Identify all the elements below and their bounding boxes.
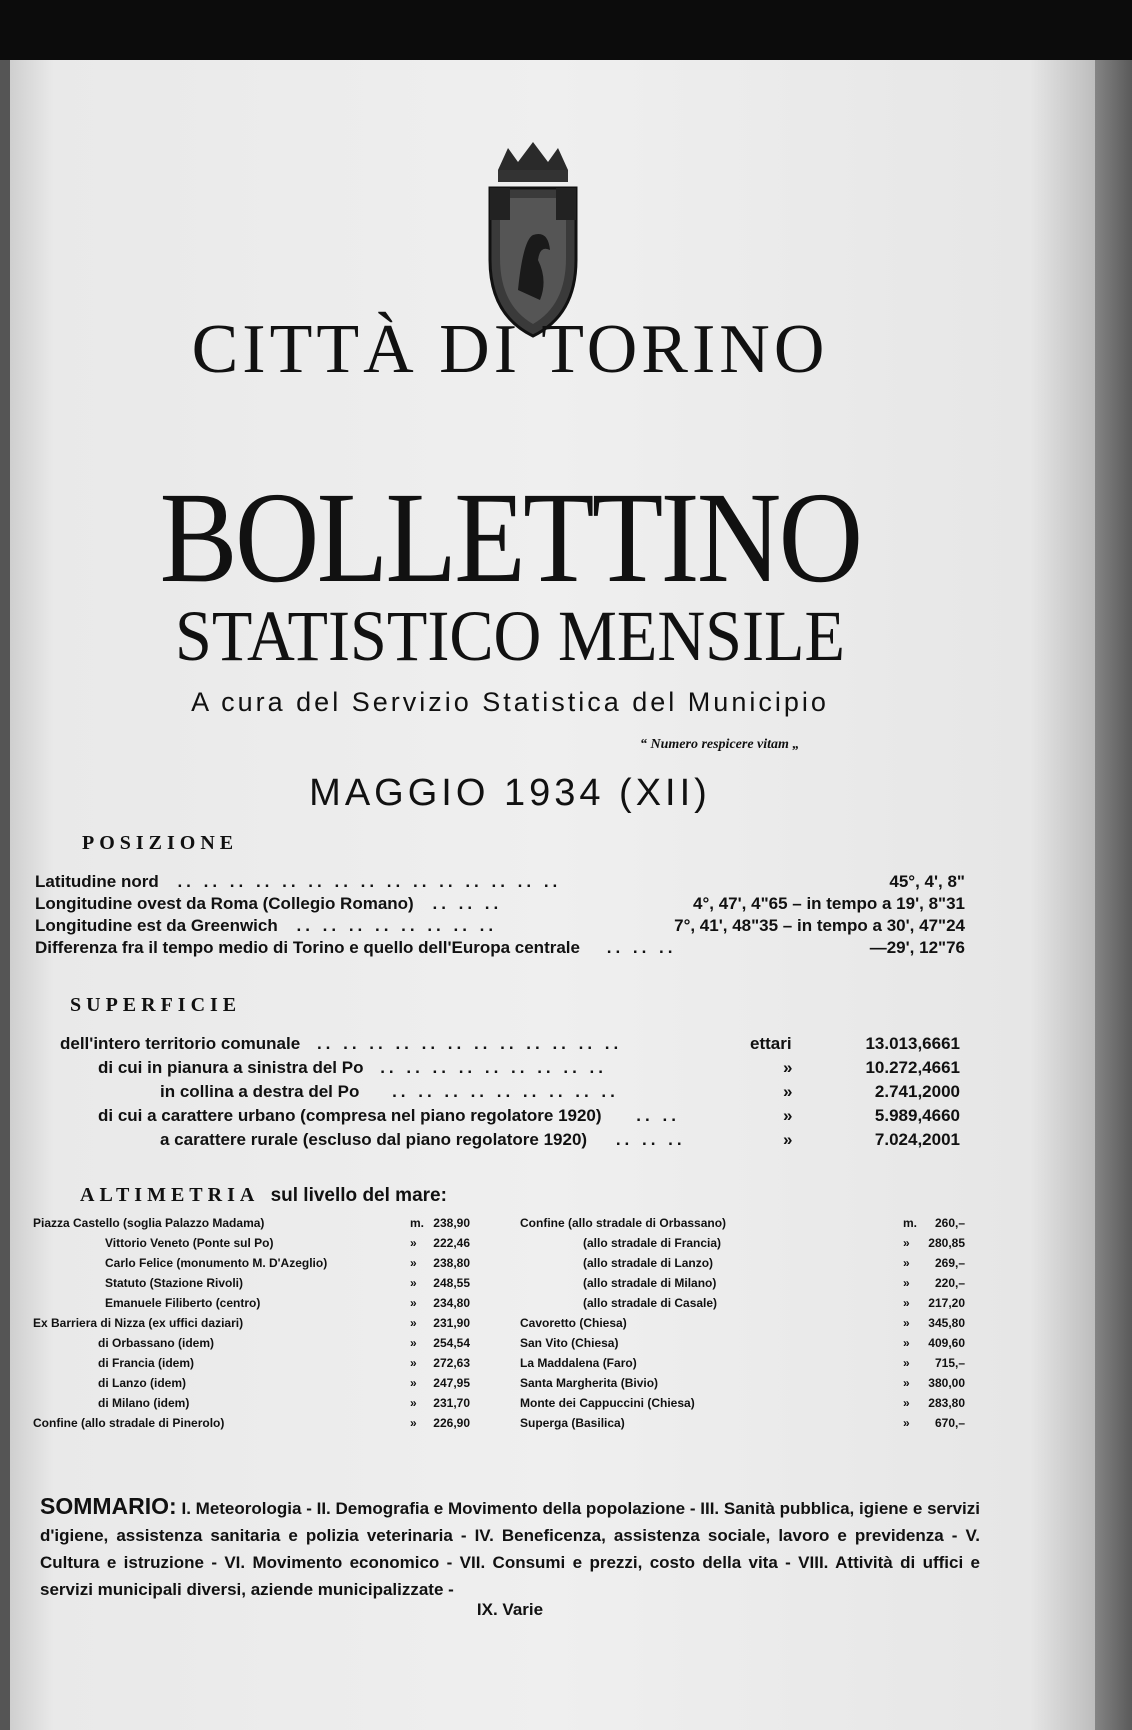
altimetria-unit: » [410, 1416, 417, 1430]
altimetria-unit: » [410, 1376, 417, 1390]
posizione-value: 4°, 47', 4"65 – in tempo a 19', 8"31 [693, 894, 965, 913]
posizione-row: Differenza fra il tempo medio di Torino e quello dell'Europa centrale .. .. .. [35, 938, 677, 957]
leader-dots: .. .. .. [615, 1130, 686, 1149]
altimetria-label: Confine (allo stradale di Orbassano) [520, 1216, 727, 1230]
superficie-unit: ettari [750, 1034, 792, 1053]
superficie-unit: » [783, 1106, 793, 1125]
altimetria-label: Monte dei Cappuccini (Chiesa) [520, 1396, 695, 1410]
sommario-paragraph [40, 1493, 980, 1603]
altimetria-unit: m. [903, 1216, 918, 1230]
sommario-heading: SOMMARIO: [40, 1493, 177, 1519]
superficie-row: in collina a destra del Po .. .. .. .. .. .. .. .. .. [160, 1082, 619, 1101]
section-heading-posizione: POSIZIONE [82, 832, 239, 854]
superficie-row: dell'intero territorio comunale .. .. .. .. .. .. .. .. .. .. .. .. [60, 1034, 623, 1053]
altimetria-value: 272,63 [433, 1356, 470, 1370]
altimetria-unit: » [903, 1416, 910, 1430]
section-heading-superficie: SUPERFICIE [70, 994, 242, 1016]
sommario-text: I. Meteorologia - II. Demografia e Movimento della popolazione - III. Sanità pubblica, igiene e servizi d'igiene, assistenza sanitaria e polizia veterinaria - IV. Beneficenza, assistenza sociale, lavoro e previdenza - V. Cultura e istruzione - VI. Movimento economico - VII. Consumi e prezzi, costo della vita - VIII. Attività di uffici e servizi municipali diversi, aziende municipalizzate - [40, 1499, 980, 1599]
altimetria-unit: » [903, 1276, 910, 1290]
altimetria-unit: » [410, 1276, 417, 1290]
leader-dots: .. .. .. .. .. .. .. .. .. .. .. .. [316, 1034, 623, 1053]
leader-dots: .. .. .. .. .. .. .. .. .. [380, 1058, 607, 1077]
motto: “ Numero respicere vitam „ [640, 737, 800, 752]
posizione-row: Latitudine nord .. .. .. .. .. .. .. .. .. .. .. .. .. .. .. [35, 872, 562, 891]
altimetria-unit: » [410, 1396, 417, 1410]
altimetria-value: 238,90 [433, 1216, 470, 1230]
altimetria-value: 231,70 [433, 1396, 470, 1410]
altimetria-unit: » [410, 1296, 417, 1310]
leader-dots: .. .. .. .. .. .. .. .. .. .. .. .. .. .. .. [177, 872, 562, 891]
curated-by: A cura del Servizio Statistica del Municipio [191, 687, 829, 717]
altimetria-value: 280,85 [928, 1236, 965, 1250]
superficie-row: di cui in pianura a sinistra del Po .. .. .. .. .. .. .. .. .. [98, 1058, 607, 1077]
posizione-value: 45°, 4', 8" [889, 872, 965, 891]
altimetria-value: 670,– [934, 1416, 965, 1430]
altimetria-value: 380,00 [928, 1376, 965, 1390]
altimetria-label: Cavoretto (Chiesa) [520, 1316, 627, 1330]
leader-dots: .. .. .. .. .. .. .. .. .. [392, 1082, 619, 1101]
posizione-row: Longitudine ovest da Roma (Collegio Romano) .. .. .. [35, 894, 503, 913]
posizione-row: Longitudine est da Greenwich .. .. .. .. .. .. .. .. [35, 916, 498, 935]
altimetria-value: 247,95 [433, 1376, 470, 1390]
leader-dots: .. .. [636, 1106, 680, 1125]
altimetria-unit: » [903, 1376, 910, 1390]
altimetria-value: 715,– [934, 1356, 965, 1370]
altimetria-label: Statuto (Stazione Rivoli) [105, 1276, 243, 1290]
sommario-last-item: IX. Varie [476, 1600, 544, 1619]
superficie-unit: » [783, 1058, 793, 1077]
posizione-value: —29', 12"76 [869, 938, 965, 957]
altimetria-label: (allo stradale di Francia) [583, 1236, 722, 1250]
leader-dots: .. .. .. [606, 938, 677, 957]
superficie-value: 7.024,2001 [874, 1130, 960, 1149]
altimetria-value: 283,80 [928, 1396, 965, 1410]
altimetria-label: San Vito (Chiesa) [520, 1336, 619, 1350]
altimetria-label: Superga (Basilica) [520, 1416, 625, 1430]
altimetria-value: 409,60 [928, 1336, 965, 1350]
altimetria-unit: » [903, 1396, 910, 1410]
altimetria-unit: » [410, 1236, 417, 1250]
altimetria-label: Vittorio Veneto (Ponte sul Po) [105, 1236, 274, 1250]
leader-dots: .. .. .. .. .. .. .. .. [296, 916, 498, 935]
altimetria-unit: » [903, 1316, 910, 1330]
altimetria-label: Santa Margherita (Bivio) [520, 1376, 659, 1390]
altimetria-value: 260,– [934, 1216, 965, 1230]
altimetria-value: 226,90 [433, 1416, 470, 1430]
altimetria-label: Confine (allo stradale di Pinerolo) [33, 1416, 225, 1430]
altimetria-value: 254,54 [433, 1336, 470, 1350]
scan-right-border [1090, 60, 1132, 1730]
altimetria-label: (allo stradale di Lanzo) [583, 1256, 714, 1270]
altimetria-value: 345,80 [928, 1316, 965, 1330]
altimetria-label: (allo stradale di Casale) [583, 1296, 718, 1310]
altimetria-value: 234,80 [433, 1296, 470, 1310]
leader-dots: .. .. .. [432, 894, 503, 913]
altimetria-value: 269,– [934, 1256, 965, 1270]
subtitle: STATISTICO MENSILE [175, 596, 845, 676]
altimetria-label: La Maddalena (Faro) [520, 1356, 637, 1370]
altimetria-label: di Francia (idem) [98, 1356, 195, 1370]
issue-date: MAGGIO 1934 (XII) [309, 772, 711, 814]
superficie-value: 2.741,2000 [874, 1082, 960, 1101]
superficie-row: a carattere rurale (escluso dal piano regolatore 1920) .. .. .. [160, 1130, 686, 1149]
altimetria-unit: » [903, 1256, 910, 1270]
altimetria-unit: » [903, 1236, 910, 1250]
superficie-unit: » [783, 1130, 793, 1149]
altimetria-value: 238,80 [433, 1256, 470, 1270]
altimetria-label: Ex Barriera di Nizza (ex uffici daziari) [33, 1316, 244, 1330]
superficie-value: 5.989,4660 [874, 1106, 960, 1125]
superficie-row: di cui a carattere urbano (compresa nel piano regolatore 1920) .. .. [98, 1106, 680, 1125]
altimetria-unit: » [903, 1336, 910, 1350]
altimetria-unit: » [410, 1256, 417, 1270]
document-page [10, 60, 1095, 1730]
superficie-unit: » [783, 1082, 793, 1101]
altimetria-unit: » [410, 1316, 417, 1330]
altimetria-value: 231,90 [433, 1316, 470, 1330]
section-heading-altimetria: ALTIMETRIA sul livello del mare: [80, 1184, 447, 1206]
altimetria-label: di Orbassano (idem) [98, 1336, 215, 1350]
superficie-value: 13.013,6661 [865, 1034, 960, 1053]
altimetria-unit: » [410, 1356, 417, 1370]
altimetria-value: 220,– [934, 1276, 965, 1290]
posizione-value: 7°, 41', 48"35 – in tempo a 30', 47"24 [674, 916, 965, 935]
altimetria-value: 217,20 [928, 1296, 965, 1310]
altimetria-value: 222,46 [433, 1236, 470, 1250]
altimetria-unit: » [410, 1336, 417, 1350]
main-title: BOLLETTINO [159, 466, 861, 610]
altimetria-label: Piazza Castello (soglia Palazzo Madama) [33, 1216, 265, 1230]
altimetria-label: Carlo Felice (monumento M. D'Azeglio) [105, 1256, 328, 1270]
superficie-value: 10.272,4661 [865, 1058, 960, 1077]
city-title: CITTÀ DI TORINO [191, 311, 829, 388]
altimetria-unit: » [903, 1356, 910, 1370]
altimetria-label: (allo stradale di Milano) [583, 1276, 717, 1290]
scan-top-border [0, 0, 1132, 64]
altimetria-label: di Milano (idem) [98, 1396, 190, 1410]
altimetria-unit: m. [410, 1216, 425, 1230]
altimetria-unit: » [903, 1296, 910, 1310]
altimetria-label: Emanuele Filiberto (centro) [105, 1296, 261, 1310]
altimetria-label: di Lanzo (idem) [98, 1376, 186, 1390]
altimetria-value: 248,55 [433, 1276, 470, 1290]
